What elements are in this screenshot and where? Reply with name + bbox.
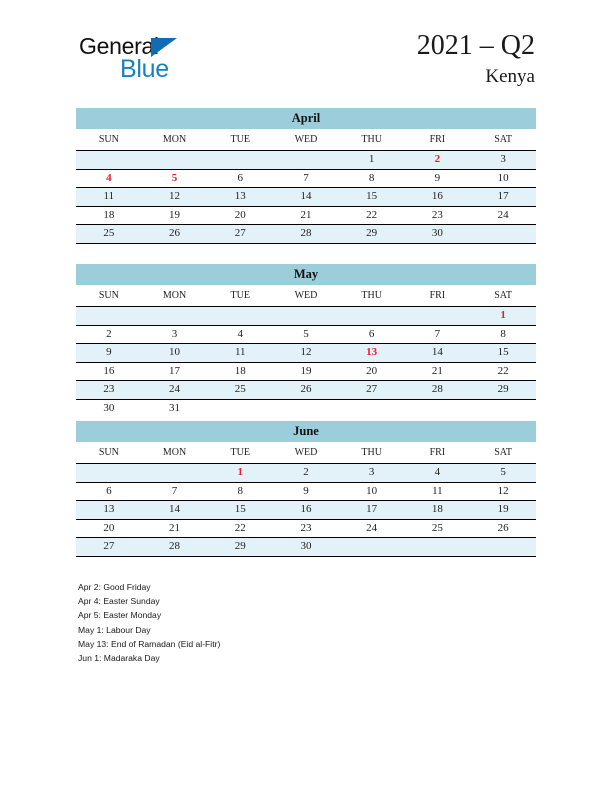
calendar-day-empty: [470, 538, 536, 557]
calendar-week-row: [76, 362, 536, 381]
weekday-header-fri: FRI: [405, 285, 471, 307]
calendar-day[interactable]: 28: [405, 381, 471, 400]
month-title-row: [76, 108, 536, 129]
calendar-day[interactable]: 26: [273, 381, 339, 400]
calendar-day-empty: [142, 464, 208, 483]
month-title-june: June: [76, 421, 536, 442]
month-title-row: [76, 421, 536, 442]
month-title-row: [76, 264, 536, 285]
calendar-day[interactable]: 20: [339, 362, 405, 381]
calendar-week-row: [76, 225, 536, 244]
calendar-day[interactable]: 6: [339, 325, 405, 344]
calendar-day-empty: [273, 399, 339, 417]
calendar-day[interactable]: 21: [273, 206, 339, 225]
weekday-header-tue: TUE: [207, 442, 273, 464]
calendar-month-may: [76, 264, 536, 418]
calendar-day[interactable]: 11: [76, 188, 142, 207]
calendar-week-row: [76, 151, 536, 170]
weekday-header-tue: TUE: [207, 129, 273, 151]
calendar-day[interactable]: 23: [273, 519, 339, 538]
calendar-day[interactable]: 24: [470, 206, 536, 225]
calendar-day-empty: [339, 538, 405, 557]
calendar-month-april: [76, 108, 536, 244]
calendar-day[interactable]: 2: [76, 325, 142, 344]
calendar-day[interactable]: 19: [273, 362, 339, 381]
calendar-day[interactable]: 8: [339, 169, 405, 188]
calendar-day-holiday[interactable]: 1: [207, 464, 273, 483]
calendar-day[interactable]: 1: [339, 151, 405, 170]
weekday-header-row: [76, 442, 536, 464]
calendar-week-row: [76, 464, 536, 483]
weekday-header-mon: MON: [142, 442, 208, 464]
calendar-day[interactable]: 27: [339, 381, 405, 400]
calendar-day[interactable]: 30: [76, 399, 142, 417]
calendar-week-row: [76, 501, 536, 520]
calendar-day-holiday[interactable]: 4: [76, 169, 142, 188]
calendar-body-april: [76, 108, 536, 243]
calendar-day[interactable]: 17: [470, 188, 536, 207]
weekday-header-sun: SUN: [76, 442, 142, 464]
calendar-week-row: [76, 206, 536, 225]
calendar-day[interactable]: 28: [142, 538, 208, 557]
calendar-day[interactable]: 23: [405, 206, 471, 225]
logo-text-general: General: [79, 33, 159, 59]
calendar-day[interactable]: 14: [273, 188, 339, 207]
calendar-day[interactable]: 8: [207, 482, 273, 501]
calendar-day[interactable]: 16: [273, 501, 339, 520]
calendar-day[interactable]: 9: [405, 169, 471, 188]
calendar-day[interactable]: 15: [339, 188, 405, 207]
weekday-header-sat: SAT: [470, 129, 536, 151]
calendar-day[interactable]: 10: [339, 482, 405, 501]
calendar-day[interactable]: 6: [207, 169, 273, 188]
calendar-day-empty: [273, 151, 339, 170]
calendar-day[interactable]: 2: [273, 464, 339, 483]
calendar-week-row: [76, 519, 536, 538]
calendar-day[interactable]: 8: [470, 325, 536, 344]
calendar-day[interactable]: 10: [470, 169, 536, 188]
calendar-day-empty: [405, 399, 471, 417]
calendar-month-june: [76, 421, 536, 557]
calendar-day-empty: [207, 399, 273, 417]
calendar-day[interactable]: 17: [142, 362, 208, 381]
weekday-header-wed: WED: [273, 129, 339, 151]
calendar-day[interactable]: 31: [142, 399, 208, 417]
calendar-day[interactable]: 16: [405, 188, 471, 207]
calendar-day[interactable]: 25: [207, 381, 273, 400]
calendar-week-row: [76, 188, 536, 207]
calendar-day[interactable]: 4: [405, 464, 471, 483]
calendar-day[interactable]: 3: [339, 464, 405, 483]
weekday-header-thu: THU: [339, 285, 405, 307]
weekday-header-tue: TUE: [207, 285, 273, 307]
calendar-day[interactable]: 15: [207, 501, 273, 520]
page-header: [0, 0, 612, 100]
month-title-april: April: [76, 108, 536, 129]
calendar-day[interactable]: 29: [207, 538, 273, 557]
holiday-legend-item: Apr 4: Easter Sunday: [78, 596, 160, 607]
calendar-week-row: [76, 381, 536, 400]
calendar-day[interactable]: 21: [405, 362, 471, 381]
holiday-legend-item: Apr 2: Good Friday: [78, 582, 151, 592]
calendar-day[interactable]: 23: [76, 381, 142, 400]
calendar-day[interactable]: 20: [207, 206, 273, 225]
calendar-day[interactable]: 21: [142, 519, 208, 538]
calendar-day-holiday[interactable]: 13: [339, 344, 405, 363]
calendar-day[interactable]: 5: [470, 464, 536, 483]
calendar-day[interactable]: 30: [273, 538, 339, 557]
holiday-legend-item: Jun 1: Madaraka Day: [78, 653, 160, 664]
calendar-week-row: [76, 307, 536, 326]
calendar-day[interactable]: 17: [339, 501, 405, 520]
calendar-day[interactable]: 7: [405, 325, 471, 344]
calendar-day-holiday[interactable]: 2: [405, 151, 471, 170]
calendar-day[interactable]: 27: [76, 538, 142, 557]
calendar-day[interactable]: 22: [207, 519, 273, 538]
calendar-day[interactable]: 12: [470, 482, 536, 501]
calendar-day[interactable]: 3: [142, 325, 208, 344]
calendar-day[interactable]: 22: [339, 206, 405, 225]
weekday-header-mon: MON: [142, 285, 208, 307]
weekday-header-thu: THU: [339, 129, 405, 151]
calendar-day-empty: [142, 307, 208, 326]
weekday-header-sat: SAT: [470, 442, 536, 464]
calendar-day[interactable]: 29: [470, 381, 536, 400]
calendar-body-may: [76, 264, 536, 418]
calendar-day[interactable]: 18: [405, 501, 471, 520]
calendar-day[interactable]: 28: [273, 225, 339, 244]
calendar-week-row: [76, 482, 536, 501]
weekday-header-row: [76, 129, 536, 151]
calendar-day-empty: [76, 151, 142, 170]
weekday-header-wed: WED: [273, 442, 339, 464]
calendar-day[interactable]: 7: [142, 482, 208, 501]
calendar-day[interactable]: 12: [142, 188, 208, 207]
calendar-day-empty: [207, 307, 273, 326]
calendar-day[interactable]: 15: [470, 344, 536, 363]
calendar-day-holiday[interactable]: 1: [470, 307, 536, 326]
calendar-day-empty: [405, 538, 471, 557]
holiday-legend-item: May 13: End of Ramadan (Eid al-Fitr): [78, 638, 221, 649]
calendar-day[interactable]: 12: [273, 344, 339, 363]
weekday-header-sun: SUN: [76, 285, 142, 307]
page-subtitle: Kenya: [485, 66, 535, 87]
calendar-day[interactable]: 7: [273, 169, 339, 188]
calendar-day[interactable]: 18: [207, 362, 273, 381]
calendar-week-row: [76, 344, 536, 363]
calendar-week-row: [76, 169, 536, 188]
calendar-day-empty: [405, 307, 471, 326]
calendar-day-holiday[interactable]: 5: [142, 169, 208, 188]
logo-text-blue: Blue: [120, 55, 169, 83]
calendar-day[interactable]: 5: [273, 325, 339, 344]
calendar-body-june: [76, 421, 536, 556]
calendar-day[interactable]: 9: [76, 344, 142, 363]
calendar-day[interactable]: 13: [76, 501, 142, 520]
calendar-day[interactable]: 14: [405, 344, 471, 363]
holiday-legend-item: May 1: Labour Day: [78, 624, 151, 635]
calendar-week-row: [76, 538, 536, 557]
weekday-header-mon: MON: [142, 129, 208, 151]
title-block: [417, 30, 535, 89]
weekday-header-sun: SUN: [76, 129, 142, 151]
calendar-day-empty: [273, 307, 339, 326]
calendar-day[interactable]: 22: [470, 362, 536, 381]
calendar-day[interactable]: 11: [207, 344, 273, 363]
calendar-day[interactable]: 25: [76, 225, 142, 244]
calendar-day-empty: [339, 307, 405, 326]
month-title-may: May: [76, 264, 536, 285]
weekday-header-thu: THU: [339, 442, 405, 464]
calendar-day[interactable]: 27: [207, 225, 273, 244]
holiday-legend-item: Apr 5: Easter Monday: [78, 610, 162, 621]
calendar-day[interactable]: 26: [142, 225, 208, 244]
general-blue-logo: [79, 33, 279, 89]
weekday-header-wed: WED: [273, 285, 339, 307]
calendar-week-row: [76, 399, 536, 417]
calendar-day[interactable]: 9: [273, 482, 339, 501]
weekday-header-fri: FRI: [405, 442, 471, 464]
calendar-day[interactable]: 25: [405, 519, 471, 538]
calendar-day-empty: [142, 151, 208, 170]
weekday-header-row: [76, 285, 536, 307]
calendar-day-empty: [76, 307, 142, 326]
calendar-day[interactable]: 14: [142, 501, 208, 520]
weekday-header-fri: FRI: [405, 129, 471, 151]
calendar-day[interactable]: 24: [142, 381, 208, 400]
calendar-day[interactable]: 19: [142, 206, 208, 225]
calendar-day-empty: [207, 151, 273, 170]
holiday-legend: [78, 580, 220, 665]
calendar-day[interactable]: 24: [339, 519, 405, 538]
calendar-day[interactable]: 20: [76, 519, 142, 538]
calendar-day-empty: [76, 464, 142, 483]
calendar-day[interactable]: 3: [470, 151, 536, 170]
calendar-day[interactable]: 4: [207, 325, 273, 344]
calendar-day[interactable]: 18: [76, 206, 142, 225]
calendar-day[interactable]: 29: [339, 225, 405, 244]
calendar-day[interactable]: 26: [470, 519, 536, 538]
calendar-day[interactable]: 10: [142, 344, 208, 363]
page-title: 2021 – Q2: [416, 30, 535, 61]
weekday-header-sat: SAT: [470, 285, 536, 307]
calendar-day-empty: [470, 225, 536, 244]
calendar-day[interactable]: 19: [470, 501, 536, 520]
calendar-day[interactable]: 16: [76, 362, 142, 381]
calendar-day[interactable]: 13: [207, 188, 273, 207]
calendar-week-row: [76, 325, 536, 344]
calendar-day[interactable]: 6: [76, 482, 142, 501]
calendar-day-empty: [339, 399, 405, 417]
calendar-day-empty: [470, 399, 536, 417]
calendar-day[interactable]: 30: [405, 225, 471, 244]
calendar-day[interactable]: 11: [405, 482, 471, 501]
